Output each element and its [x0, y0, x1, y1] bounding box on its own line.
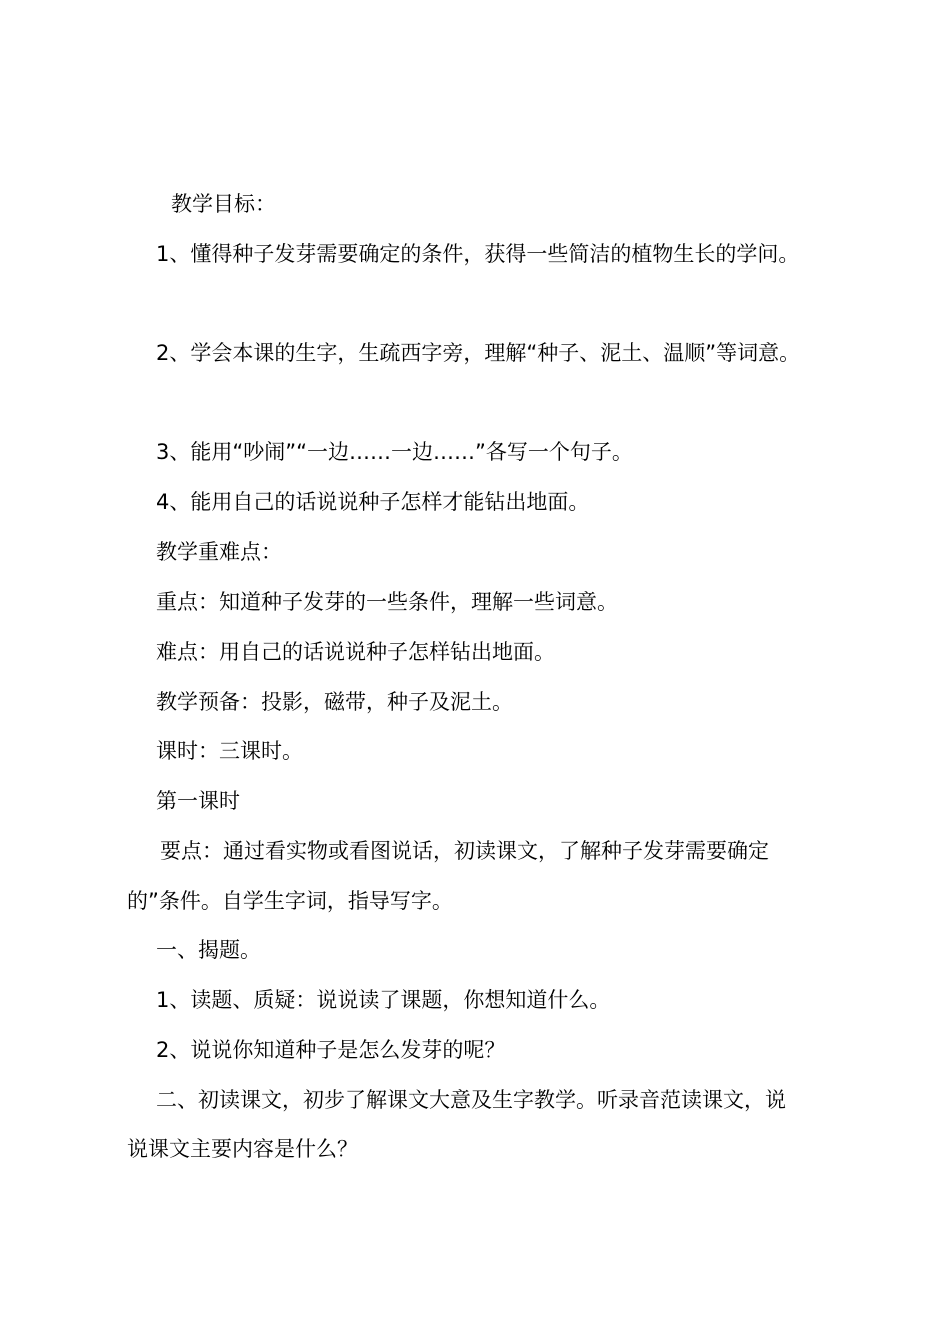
objective-4: 4、能用自己的话说说种子怎样才能钻出地面。: [156, 490, 590, 514]
objective-2: 2、学会本课的生字，生疏西字旁，理解“种子、泥土、温顺”等词意。: [156, 341, 801, 365]
teaching-preparation: 教学预备：投影，磁带，种子及泥土。: [156, 690, 513, 714]
section-heading-key-points: 教学重难点：: [156, 540, 282, 564]
class-hours: 课时：三课时。: [156, 739, 303, 763]
section-heading-objectives: 教学目标：: [171, 192, 276, 216]
objective-3: 3、能用“吵闹”“一边……一边……”各写一个句子。: [156, 440, 633, 464]
step-2-line-1: 二、初读课文，初步了解课文大意及生字教学。听录音范读课文，说: [156, 1088, 786, 1112]
step-1-item-2: 2、说说你知道种子是怎么发芽的呢？: [156, 1038, 506, 1062]
first-lesson-heading: 第一课时: [156, 789, 240, 813]
step-1-heading: 一、揭题。: [156, 938, 261, 962]
difficult-point: 难点：用自己的话说说种子怎样钻出地面。: [156, 640, 555, 664]
objective-1: 1、懂得种子发芽需要确定的条件，获得一些简洁的植物生长的学问。: [156, 242, 800, 266]
lesson-summary-line-1: 要点：通过看实物或看图说话，初读课文，了解种子发芽需要确定: [160, 839, 769, 863]
step-1-item-1: 1、读题、质疑：说说读了课题，你想知道什么。: [156, 988, 611, 1012]
step-2-line-2: 说课文主要内容是什么？: [127, 1137, 358, 1161]
key-point: 重点：知道种子发芽的一些条件，理解一些词意。: [156, 590, 618, 614]
lesson-summary-line-2: 的”条件。自学生字词，指导写字。: [127, 889, 453, 913]
